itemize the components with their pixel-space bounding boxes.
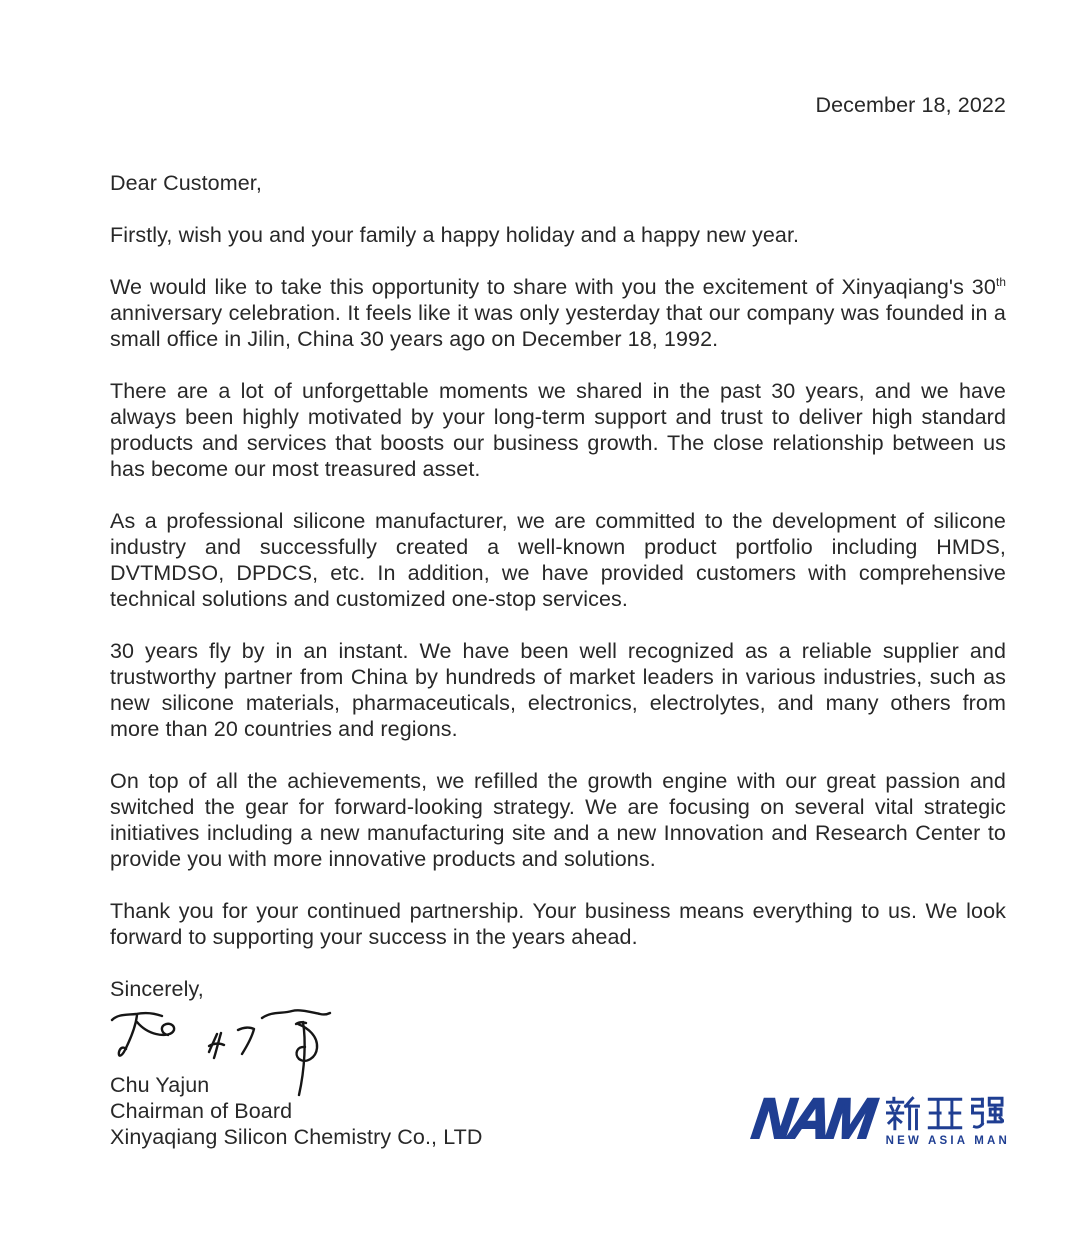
letter-paragraph: Firstly, wish you and your family a happy holiday and a happy new year. — [110, 223, 800, 247]
signer-company: Xinyaqiang Silicon Chemistry Co., LTD — [110, 1125, 483, 1149]
letter-content — [110, 0, 1006, 1150]
letter-paragraph: There are a lot of unforgettable moments we shared in the past 30 years, and we have always been highly motivated by your long-term support and trust to deliver high standard products and services that boosts our business growth. The close relationship between us has become our most treasured asset. — [110, 379, 1006, 481]
letter-paragraph: As a professional silicone manufacturer, we are committed to the development of silicone industry and successfully created a well-known product portfolio including HMDS, DVTMDSO, DPDCS, etc. In addition, we have provided customers with comprehensive technical solutions and customized one-stop services. — [110, 509, 1006, 611]
letter-date: December 18, 2022 — [815, 93, 1006, 117]
signer-name: Chu Yajun — [110, 1073, 210, 1097]
logo-chinese-characters — [886, 1096, 1004, 1132]
company-logo — [748, 1087, 1010, 1151]
logo-subtitle: NEW ASIA MAN — [885, 1135, 1010, 1147]
letter-closing: Sincerely, — [110, 977, 204, 1001]
letter-paragraph: 30 years fly by in an instant. We have been well recognized as a reliable supplier and trustworthy partner from China by hundreds of market leaders in various industries, such as new silicone materials, pharmaceuticals, electronics, electrolytes, and many others from more than 20 countries and regions. — [110, 639, 1006, 741]
letter-paragraph: On top of all the achievements, we refilled the growth engine with our great passion and switched the gear for forward-looking strategy. We are focusing on several vital strategic initiatives including a new manufacturing site and a new Innovation and Research Center to provide you with more innovative products and solutions. — [110, 769, 1006, 871]
letter-body — [110, 222, 1006, 950]
handwritten-signature — [110, 1008, 350, 1072]
signer-title: Chairman of Board — [110, 1099, 293, 1123]
letter-salutation: Dear Customer, — [110, 171, 262, 195]
logo-wordmark: NAM — [748, 1087, 876, 1151]
letter-paragraph: We would like to take this opportunity to share with you the excitement of Xinyaqiang's 30th anniversary celebration. It feels like it was only yesterday that our company was founded in a small office in Jilin, China 30 years ago on December 18, 1992. — [110, 274, 1006, 351]
letter-paragraph: Thank you for your continued partnership. Your business means everything to us. We look forward to supporting your success in the years ahead. — [110, 899, 1006, 949]
logo-right-column — [886, 1096, 1010, 1147]
